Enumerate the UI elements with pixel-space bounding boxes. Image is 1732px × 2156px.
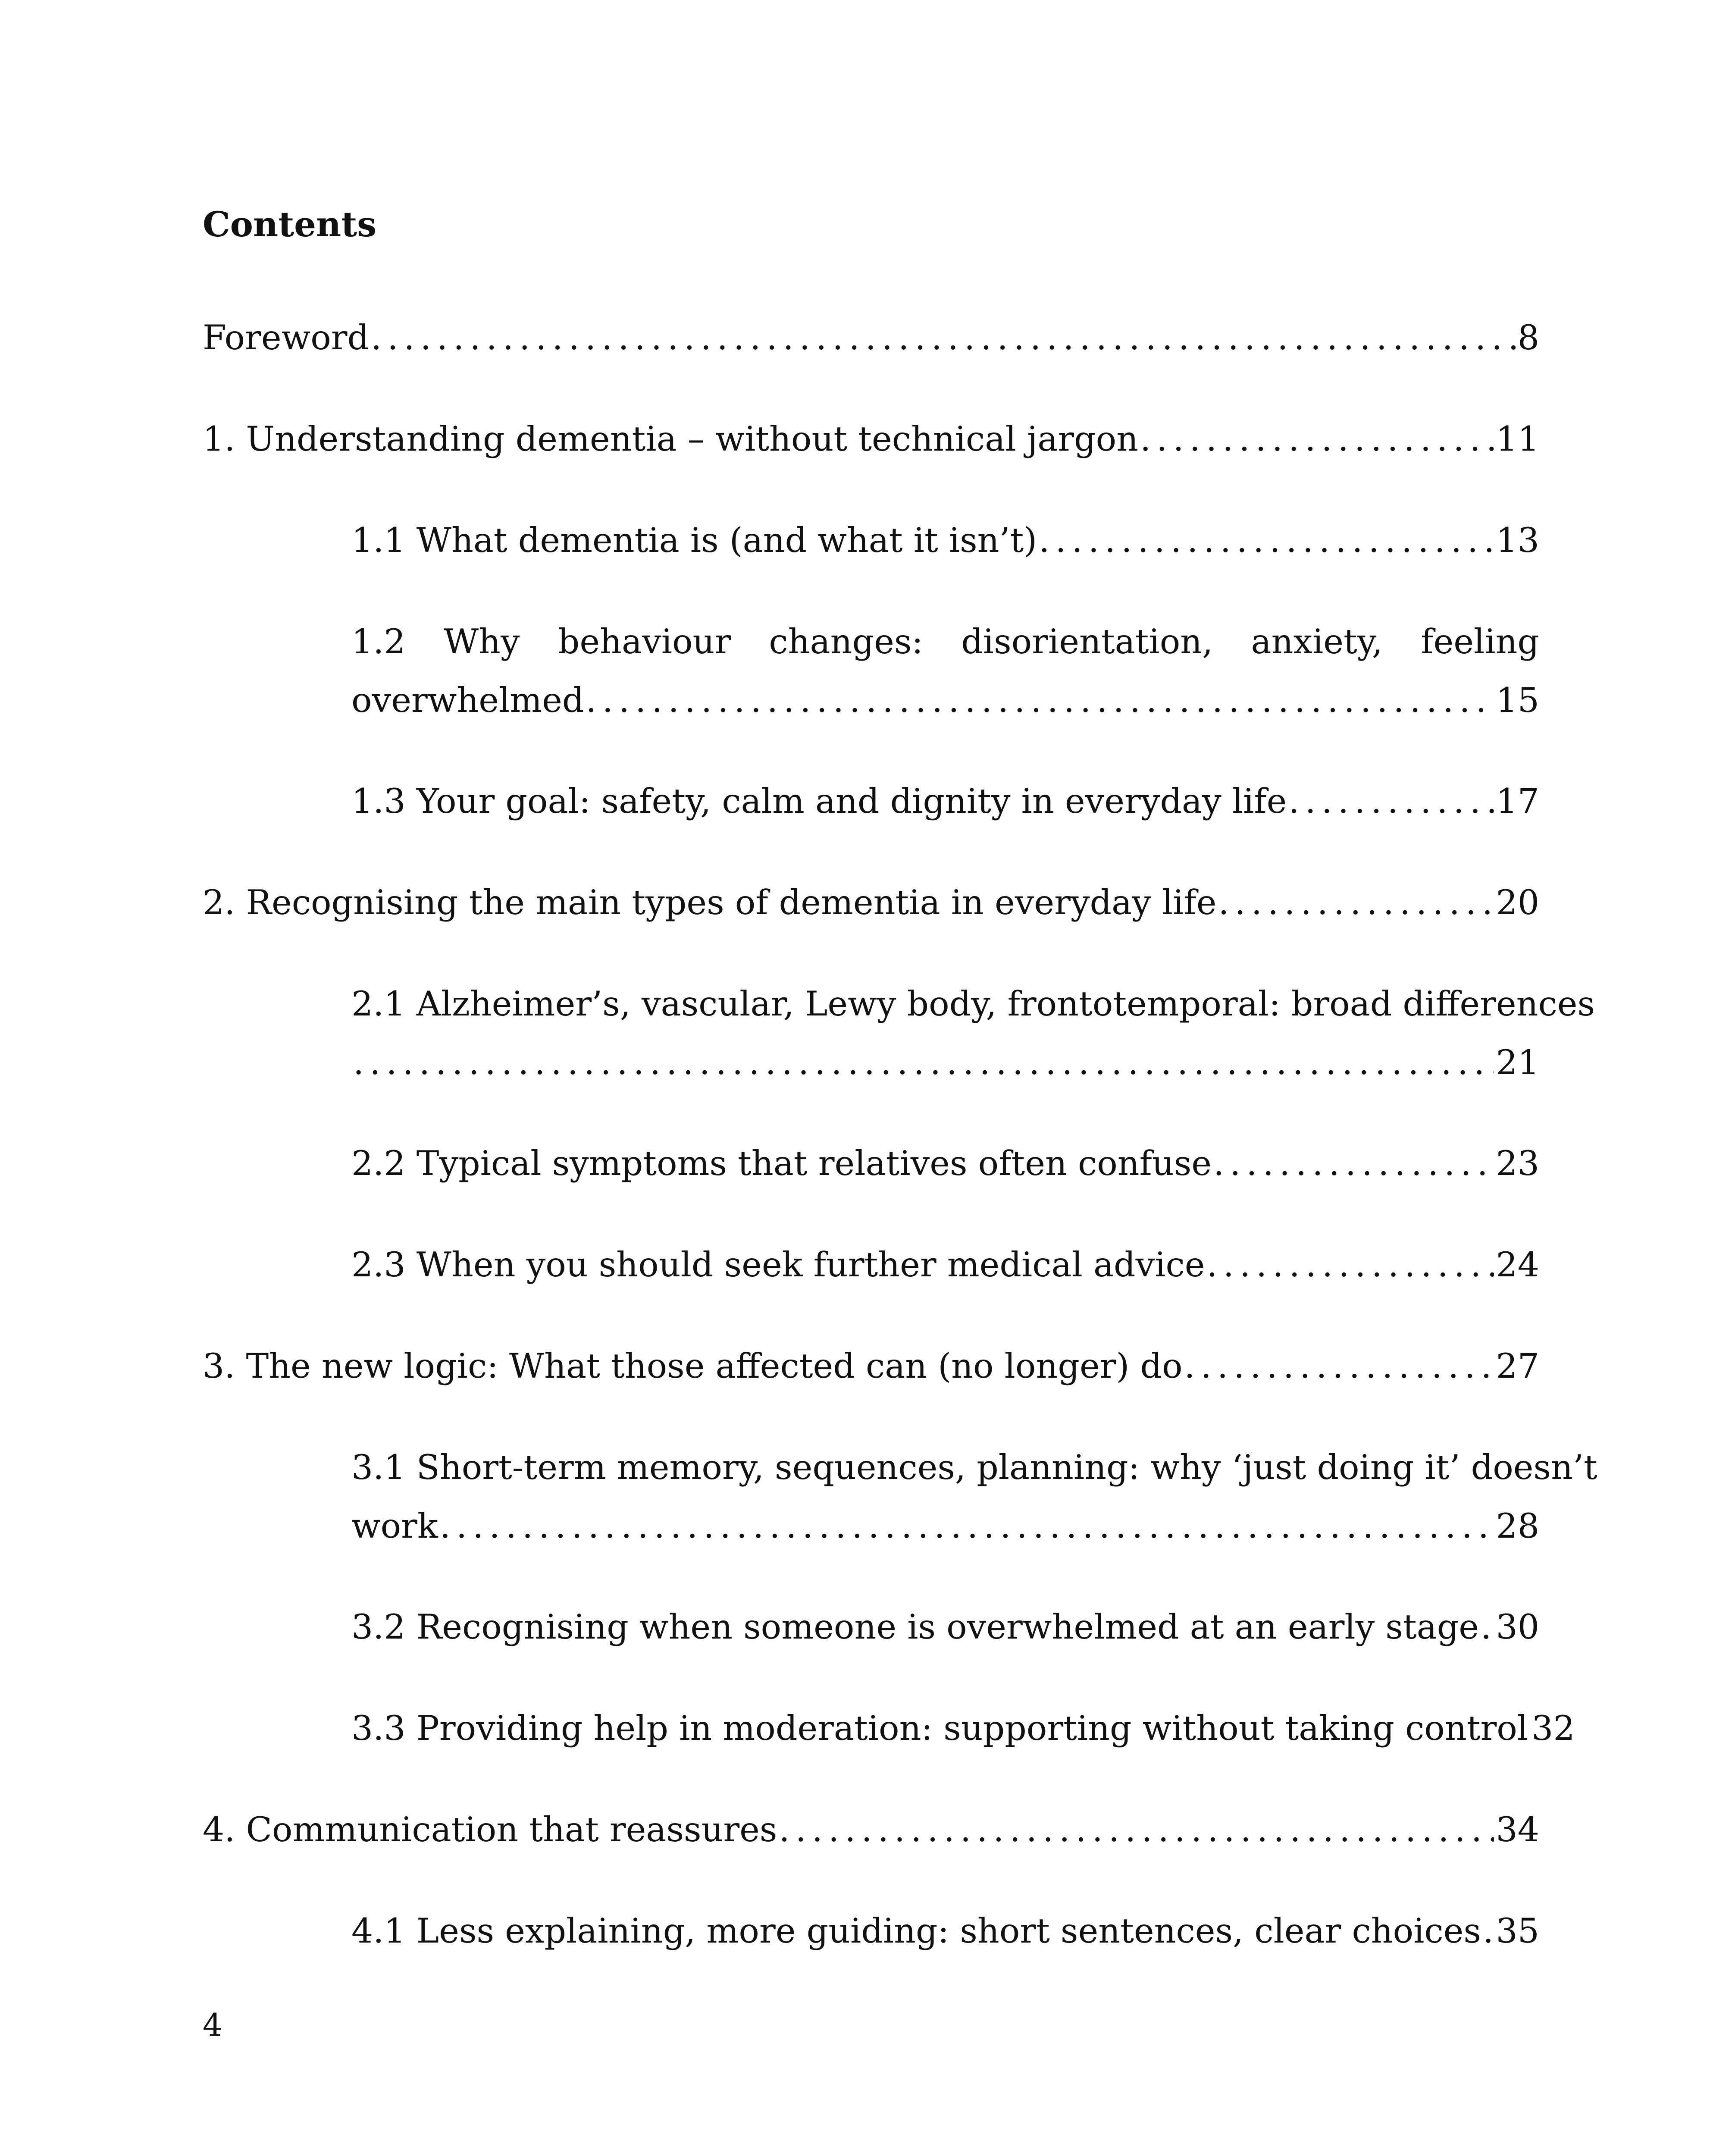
toc-entry-title: 2.2 Typical symptoms that relatives often confuse — [351, 1144, 1212, 1183]
title-word: feeling — [1421, 622, 1539, 661]
toc-entry-title: overwhelmed — [351, 680, 584, 720]
toc-entry-title: 1.1 What dementia is (and what it isn’t) — [351, 520, 1037, 560]
toc-entry-page: 28 — [1496, 1506, 1539, 1546]
dot-leader — [586, 671, 1494, 730]
toc-entry-title-line1: 2.1 Alzheimer’s, vascular, Lewy body, frontotemporal: broad differences — [351, 984, 1595, 1024]
dot-leader — [353, 1033, 1494, 1092]
toc-entry-page: 13 — [1496, 520, 1539, 560]
toc-entry-page: 35 — [1496, 1911, 1539, 1951]
dot-leader — [1213, 1134, 1494, 1193]
dot-leader — [1483, 1902, 1494, 1960]
title-word: 1.2 — [351, 622, 406, 661]
toc-entry-page: 27 — [1496, 1346, 1539, 1386]
toc-entry-title: 3.3 Providing help in moderation: supporting without taking control — [351, 1708, 1528, 1748]
toc-entry-title: Foreword — [203, 318, 370, 357]
toc-entry-page: 11 — [1496, 419, 1539, 459]
dot-leader — [440, 1497, 1494, 1555]
toc-entry-page: 20 — [1496, 883, 1539, 922]
toc-entry-chapter-1[interactable] — [203, 410, 1539, 468]
title-word: behaviour — [557, 622, 731, 661]
dot-leader — [1207, 1235, 1494, 1294]
toc-entry-section-3-3[interactable] — [351, 1699, 1575, 1758]
toc-entry-title-line1: 3.1 Short-term memory, sequences, planning: why ‘just doing it’ doesn’t — [351, 1448, 1597, 1487]
contents-heading: Contents — [203, 204, 377, 244]
toc-entry-title: 3. The new logic: What those affected can (no longer) do — [203, 1346, 1183, 1386]
toc-entry-section-2-2[interactable] — [351, 1134, 1539, 1193]
dot-leader — [779, 1800, 1494, 1859]
dot-leader — [1184, 1337, 1494, 1395]
toc-entry-chapter-4[interactable] — [203, 1800, 1539, 1859]
dot-leader — [1140, 410, 1494, 468]
toc-entry-page: 34 — [1496, 1810, 1539, 1849]
title-word: changes: — [769, 622, 924, 661]
toc-entry-section-1-2[interactable] — [351, 612, 1539, 730]
toc-entry-page: 32 — [1532, 1708, 1575, 1748]
toc-entry-section-3-1[interactable] — [351, 1438, 1597, 1555]
toc-entry-title: 1.3 Your goal: safety, calm and dignity in everyday life — [351, 781, 1287, 821]
toc-entry-title-line1 — [351, 612, 1539, 671]
dot-leader — [1039, 511, 1494, 570]
title-word: anxiety, — [1251, 622, 1383, 661]
page-number: 4 — [203, 2007, 222, 2043]
dot-leader — [1288, 772, 1494, 830]
toc-entry-section-3-2[interactable] — [351, 1598, 1539, 1656]
toc-entry-section-4-1[interactable] — [351, 1902, 1539, 1960]
dot-leader — [1481, 1598, 1494, 1656]
toc-entry-title: work — [351, 1506, 438, 1546]
toc-entry-title: 4. Communication that reassures — [203, 1810, 777, 1849]
title-word: Why — [443, 622, 520, 661]
title-word: disorientation, — [961, 622, 1213, 661]
toc-entry-title: 2. Recognising the main types of dementia in everyday life — [203, 883, 1217, 922]
toc-entry-section-1-3[interactable] — [351, 772, 1539, 830]
dot-leader — [1218, 873, 1494, 932]
toc-entry-page: 23 — [1496, 1144, 1539, 1183]
toc-entry-foreword[interactable] — [203, 308, 1539, 367]
toc-entry-page: 30 — [1496, 1607, 1539, 1647]
toc-entry-title: 3.2 Recognising when someone is overwhelmed at an early stage — [351, 1607, 1479, 1647]
toc-entry-chapter-2[interactable] — [203, 873, 1539, 932]
dot-leader — [371, 308, 1516, 367]
toc-entry-title: 2.3 When you should seek further medical advice — [351, 1245, 1205, 1285]
toc-entry-title: 4.1 Less explaining, more guiding: short sentences, clear choices — [351, 1911, 1481, 1951]
toc-entry-section-1-1[interactable] — [351, 511, 1539, 570]
toc-entry-page: 24 — [1496, 1245, 1539, 1285]
toc-entry-page: 17 — [1496, 781, 1539, 821]
toc-entry-title: 1. Understanding dementia – without technical jargon — [203, 419, 1139, 459]
toc-entry-page: 15 — [1496, 680, 1539, 720]
toc-entry-chapter-3[interactable] — [203, 1337, 1539, 1395]
toc-entry-page: 8 — [1517, 318, 1539, 357]
toc-entry-page: 21 — [1496, 1043, 1539, 1082]
toc-entry-section-2-3[interactable] — [351, 1235, 1539, 1294]
toc-entry-section-2-1[interactable] — [351, 975, 1595, 1092]
